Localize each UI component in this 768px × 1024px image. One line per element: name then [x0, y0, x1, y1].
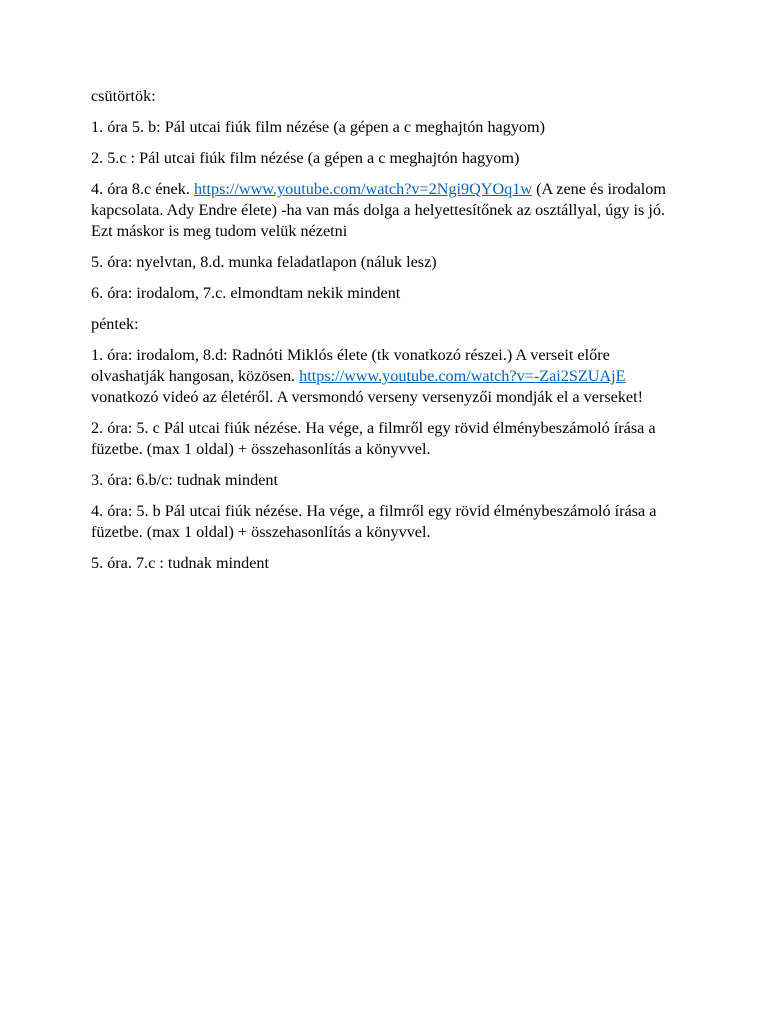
paragraph-text: 1. óra: irodalom, 8.d: Radnóti Miklós élete (tk vonatkozó részei.) A verseit előre olvashatják hangosan, közösen.	[91, 346, 610, 385]
paragraph-text: csütörtök:	[91, 87, 156, 105]
day-heading-thursday	[91, 86, 678, 107]
paragraph-text: 5. óra. 7.c : tudnak mindent	[91, 554, 270, 572]
lesson-item	[91, 345, 678, 408]
day-heading-friday	[91, 314, 678, 335]
lesson-item	[91, 117, 678, 138]
lesson-item	[91, 179, 678, 242]
paragraph-text: 6. óra: irodalom, 7.c. elmondtam nekik mindent	[91, 284, 401, 302]
paragraph-text: 1. óra 5. b: Pál utcai fiúk film nézése (a gépen a c meghajtón hagyom)	[91, 118, 545, 136]
paragraph-text: 4. óra 8.c ének.	[91, 180, 194, 198]
lesson-item	[91, 418, 678, 460]
paragraph-text: 2. 5.c : Pál utcai fiúk film nézése (a gépen a c meghajtón hagyom)	[91, 149, 520, 167]
paragraph-text: 3. óra: 6.b/c: tudnak mindent	[91, 471, 279, 489]
paragraph-text: 2. óra: 5. c Pál utcai fiúk nézése. Ha vége, a filmről egy rövid élménybeszámoló írása a füzetbe. (max 1 oldal) + összehasonlítás a könyvvel.	[91, 419, 656, 458]
lesson-item	[91, 148, 678, 169]
lesson-item	[91, 501, 678, 543]
paragraph-text: péntek:	[91, 315, 139, 333]
paragraph-text: (A zene és irodalom kapcsolata. Ady Endre élete) -ha van más dolga a helyettesítőnek az osztállyal, úgy is jó. Ezt máskor is meg tudom velük nézetni	[91, 180, 666, 240]
youtube-link-ady[interactable]: https://www.youtube.com/watch?v=2Ngi9QYOq1w	[193, 180, 533, 198]
lesson-item	[91, 470, 678, 491]
lesson-item	[91, 553, 678, 574]
lesson-item	[91, 283, 678, 304]
paragraph-text: 4. óra: 5. b Pál utcai fiúk nézése. Ha vége, a filmről egy rövid élménybeszámoló írása a füzetbe. (max 1 oldal) + összehasonlítás a könyvvel.	[91, 502, 657, 541]
paragraph-text: 5. óra: nyelvtan, 8.d. munka feladatlapon (náluk lesz)	[91, 253, 437, 271]
youtube-link-radnoti[interactable]: https://www.youtube.com/watch?v=-Zai2SZUAjE	[299, 367, 626, 385]
lesson-item	[91, 252, 678, 273]
paragraph-text: vonatkozó videó az életéről. A versmondó verseny versenyzői mondják el a verseket!	[91, 388, 643, 406]
